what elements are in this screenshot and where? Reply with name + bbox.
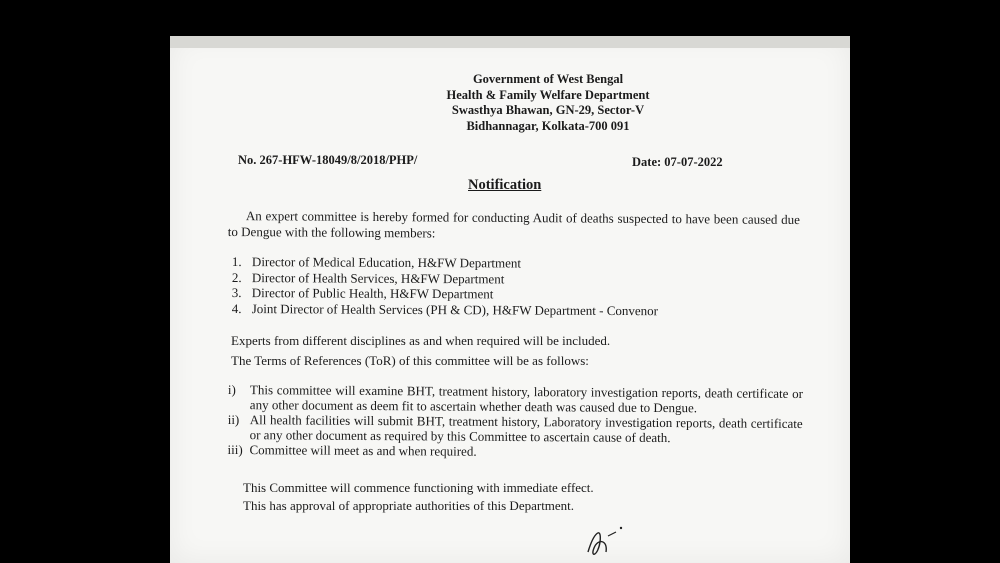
- item-number: ii): [227, 411, 240, 428]
- letterhead-line: Bidhannagar, Kolkata-700 091: [466, 118, 630, 133]
- item-text: This committee will examine BHT, treatment history, laboratory investigation reports, death certificate or any other document as deem fit to ascertain whether death was caused due to Dengue.: [249, 382, 803, 416]
- item-text: Director of Medical Education, H&FW Department: [251, 254, 522, 271]
- item-number: 3.: [231, 284, 242, 301]
- list-item: [228, 412, 803, 446]
- item-number: iii): [227, 441, 243, 458]
- item-number: 1.: [231, 254, 242, 270]
- item-text: Committee will meet as and when required.: [249, 442, 477, 459]
- closing-line: This has approval of appropriate authorities of this Department.: [243, 498, 575, 513]
- closing-line: This Committee will commence functioning with immediate effect.: [243, 480, 594, 495]
- member-list: [232, 254, 659, 318]
- signature-mark: [580, 522, 640, 562]
- item-text: Joint Director of Health Services (PH & CD), H&FW Department - Convenor: [251, 300, 659, 318]
- reference-number: No. 267-HFW-18049/8/2018/PHP/: [238, 153, 418, 167]
- document-title: Notification: [468, 177, 542, 193]
- letterhead: [170, 72, 850, 134]
- item-text: All health facilities will submit BHT, treatment history, Laboratory investigation reports, death certificate or any other document as required by this Committee to ascertain cause of death.: [249, 412, 803, 446]
- page-top-edge: [170, 36, 850, 48]
- item-text: Director of Public Health, H&FW Department: [251, 285, 494, 302]
- intro-paragraph: An expert committee is hereby formed for conducting Audit of deaths suspected to have been caused due to Dengue with the following members:: [227, 208, 800, 241]
- list-item: [232, 300, 658, 318]
- item-text: Director of Health Services, H&FW Department: [251, 269, 505, 286]
- tor-list: [227, 382, 803, 461]
- list-item: [227, 442, 802, 461]
- document-page: [170, 36, 850, 563]
- tor-intro: The Terms of References (ToR) of this committee will be as follows:: [231, 353, 589, 368]
- experts-note: Experts from different disciplines as and when required will be included.: [231, 333, 611, 348]
- item-number: 2.: [231, 269, 242, 285]
- letterhead-line: Swasthya Bhawan, GN-29, Sector-V: [451, 103, 645, 117]
- letterhead-line: Health & Family Welfare Department: [446, 87, 650, 102]
- list-item: [228, 382, 803, 416]
- item-number: 4.: [231, 300, 242, 316]
- letterhead-line: Government of West Bengal: [472, 72, 624, 86]
- item-number: i): [227, 382, 236, 398]
- document-date: Date: 07-07-2022: [632, 155, 723, 169]
